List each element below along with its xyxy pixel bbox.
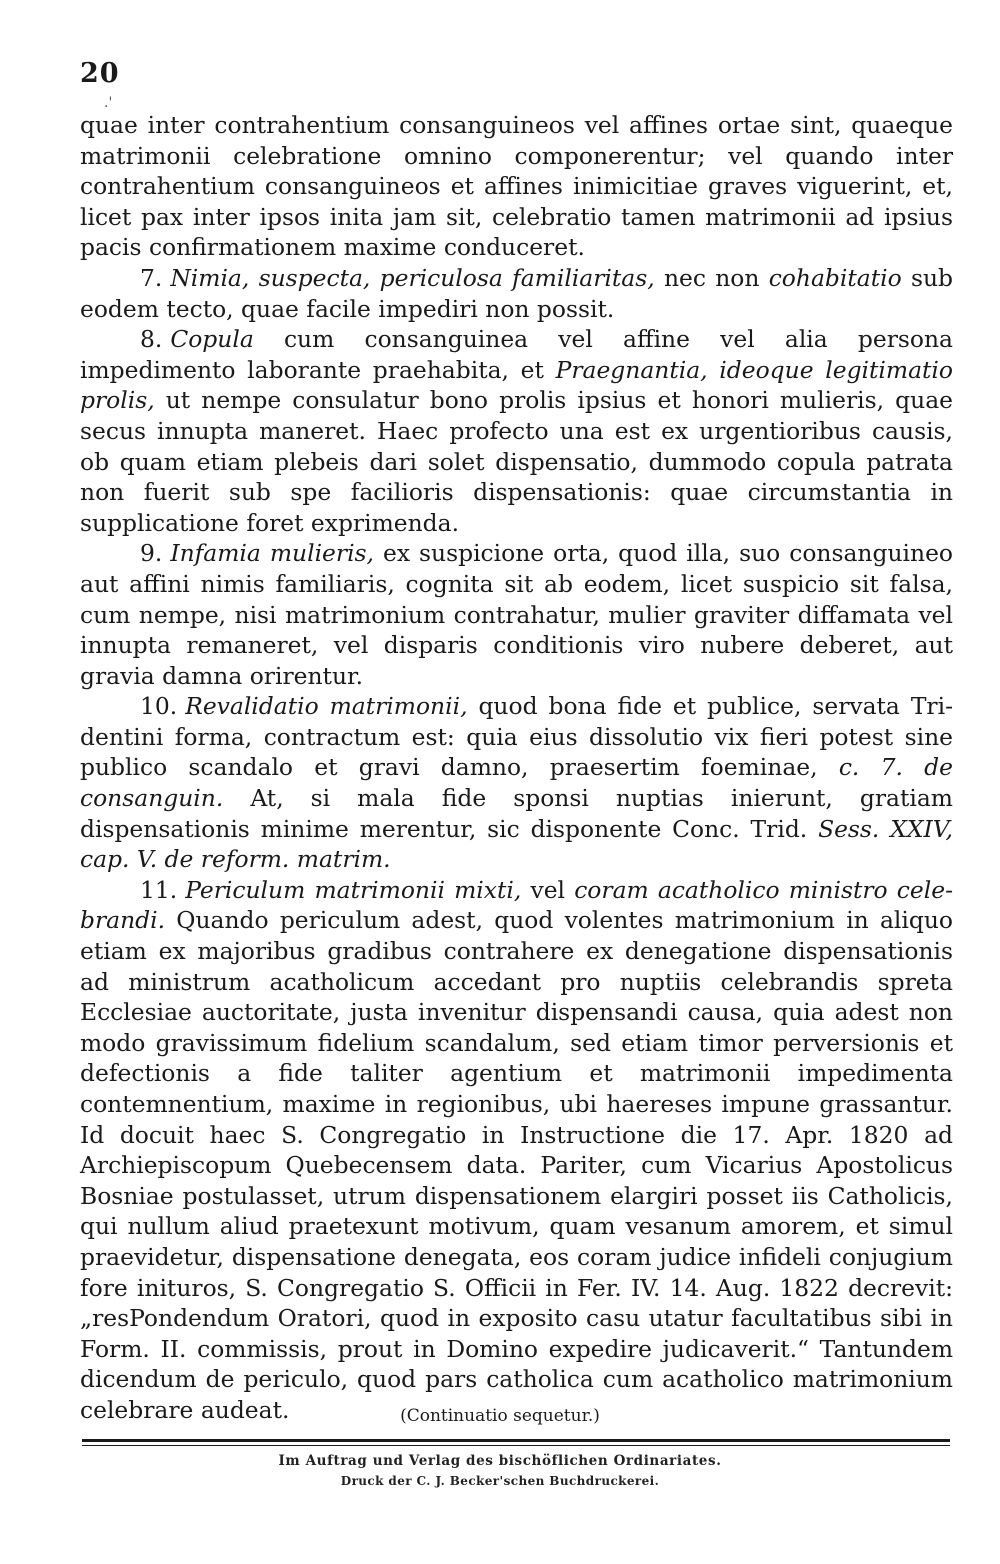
paragraph (80, 324, 953, 538)
footer-rule-thin (82, 1445, 950, 1446)
footer-rule-thick (82, 1439, 950, 1442)
text-run: ut nempe consulatur bono prolis ipsius et honori mulieris, quae secus innupta maneret. Haec profecto una est ex urgentioribus causis, ob quam etiam plebeis dari solet dispensatio, dummodo copula patrata non fuerit sub spe facilioris dispensationis: quae circumstantia in supplicatione foret exprimenda. (80, 386, 953, 537)
body-text (80, 110, 953, 1426)
paragraph (80, 691, 953, 875)
paragraph (80, 263, 953, 324)
text-run: Quando periculum adest, quod volentes matrimonium in aliquo etiam ex majoribus gradibus contrahere ex denegatione dispensationis ad ministrum acatholicum accedant pro nuptiis celebrandis spreta Ecclesiae auctoritate, justa invenitur dispensandi causa, quia adest non modo gravissimum fidelium scandalum, sed etiam timor perversionis et defectionis a fide taliter agentium et matrimonii impedimenta contemnentium, maxime in regionibus, ubi haereses impune grassantur. Id docuit haec S. Congregatio in Instructione die 17. Apr. 1820 ad Archiepiscopum Quebecensem data. Pariter, cum Vicarius Apostolicus Bosniae postulasset, utrum dispensationem elargiri posset iis Catholicis, qui nullum aliud praetexunt motivum, quam vesanum amorem, et simul praevidetur, dispensatione denegata, eos coram judice infideli conjugium fore inituros, S. Congregatio S. Officii in Fer. IV. 14. Aug. 1822 decrevit: „resPondendum Oratori, quod in exposito casu utatur facultatibus sibi in Form. II. commissis, prout in Domino expedire judicaverit.“ Tantundem dicendum de periculo, quod pars catholica cum acatholico matrimonium celebrare audeat. (80, 906, 953, 1424)
text-run: quae inter contrahentium consanguineos vel affines ortae sint, quaeque matrimonii celebratione omnino componerentur; vel quando inter contrahentium consanguineos et affines inimicitiae graves viguerint, et, licet pax inter ipsos inita jam sit, celebratio tamen matrimonii ad ipsius pacis confirmationem maxime conduceret. (80, 111, 953, 262)
italic-term: Revalidatio matrimonii, (185, 692, 468, 721)
paragraph (80, 875, 953, 1426)
text-run: ex suspicione orta, quod illa, suo consanguineo aut affini nimis familiaris, cognita sit ab eodem, licet suspicio sit falsa, cum nempe, nisi matrimonium contrahatur, mulier graviter diffamata vel innupta remaneret, vel disparis conditionis viro nubere deberet, aut gravia damna orirentur. (80, 539, 953, 690)
italic-term: cohabitatio (768, 263, 902, 292)
italic-term: Nimia, suspecta, periculosa familiaritas, (170, 263, 655, 292)
printer-mark: .' (104, 95, 113, 111)
italic-term: Sess. XXIV, cap. V. de reform. matrim. (80, 814, 953, 874)
imprint-publisher: Im Auftrag und Verlag des bischöflichen Ordinariates. (278, 1453, 722, 1469)
imprint-printer: Druck der C. J. Becker'schen Buchdruckerei. (340, 1474, 660, 1488)
text-run: sub eodem tecto, quae facile impediri non possit. (80, 263, 953, 323)
text-run: cum consanguinea vel affine vel alia persona impedimento laborante praehabita, et (80, 325, 953, 384)
paragraph-number: 9. (140, 539, 163, 568)
italic-term: Copula (170, 325, 254, 354)
paragraph-number: 8. (140, 325, 163, 354)
italic-term: c. 7. de consanguin. (80, 753, 953, 813)
text-run: vel (521, 875, 575, 904)
text-run: nec non (654, 263, 769, 292)
paragraph-number: 11. (140, 875, 178, 904)
italic-term: Infamia mulieris, (170, 539, 374, 568)
paragraph-number: 7. (140, 263, 163, 292)
paragraph-number: 10. (140, 692, 178, 721)
paragraph (80, 538, 953, 691)
italic-term: coram acatholico ministro celebrandi. (80, 875, 953, 935)
italic-term: Periculum matrimonii mixti, (185, 875, 522, 904)
continuation-note: (Continuatio sequetur.) (400, 1406, 600, 1426)
paragraph (80, 110, 953, 263)
italic-term: Praegnantia, ideoque legitimatio prolis, (80, 355, 953, 415)
text-run: At, si mala fide sponsi nuptias inierunt, gratiam dispensationis minime merentur, sic disponente Conc. Trid. (80, 784, 953, 843)
text-run: quod bona fide et publice, servata Tridentini forma, contractum est: quia eius dissolutio vix fieri potest sine publico scandalo et gravi damno, praesertim foeminae, (80, 692, 953, 782)
page-number: 20 (80, 58, 120, 89)
